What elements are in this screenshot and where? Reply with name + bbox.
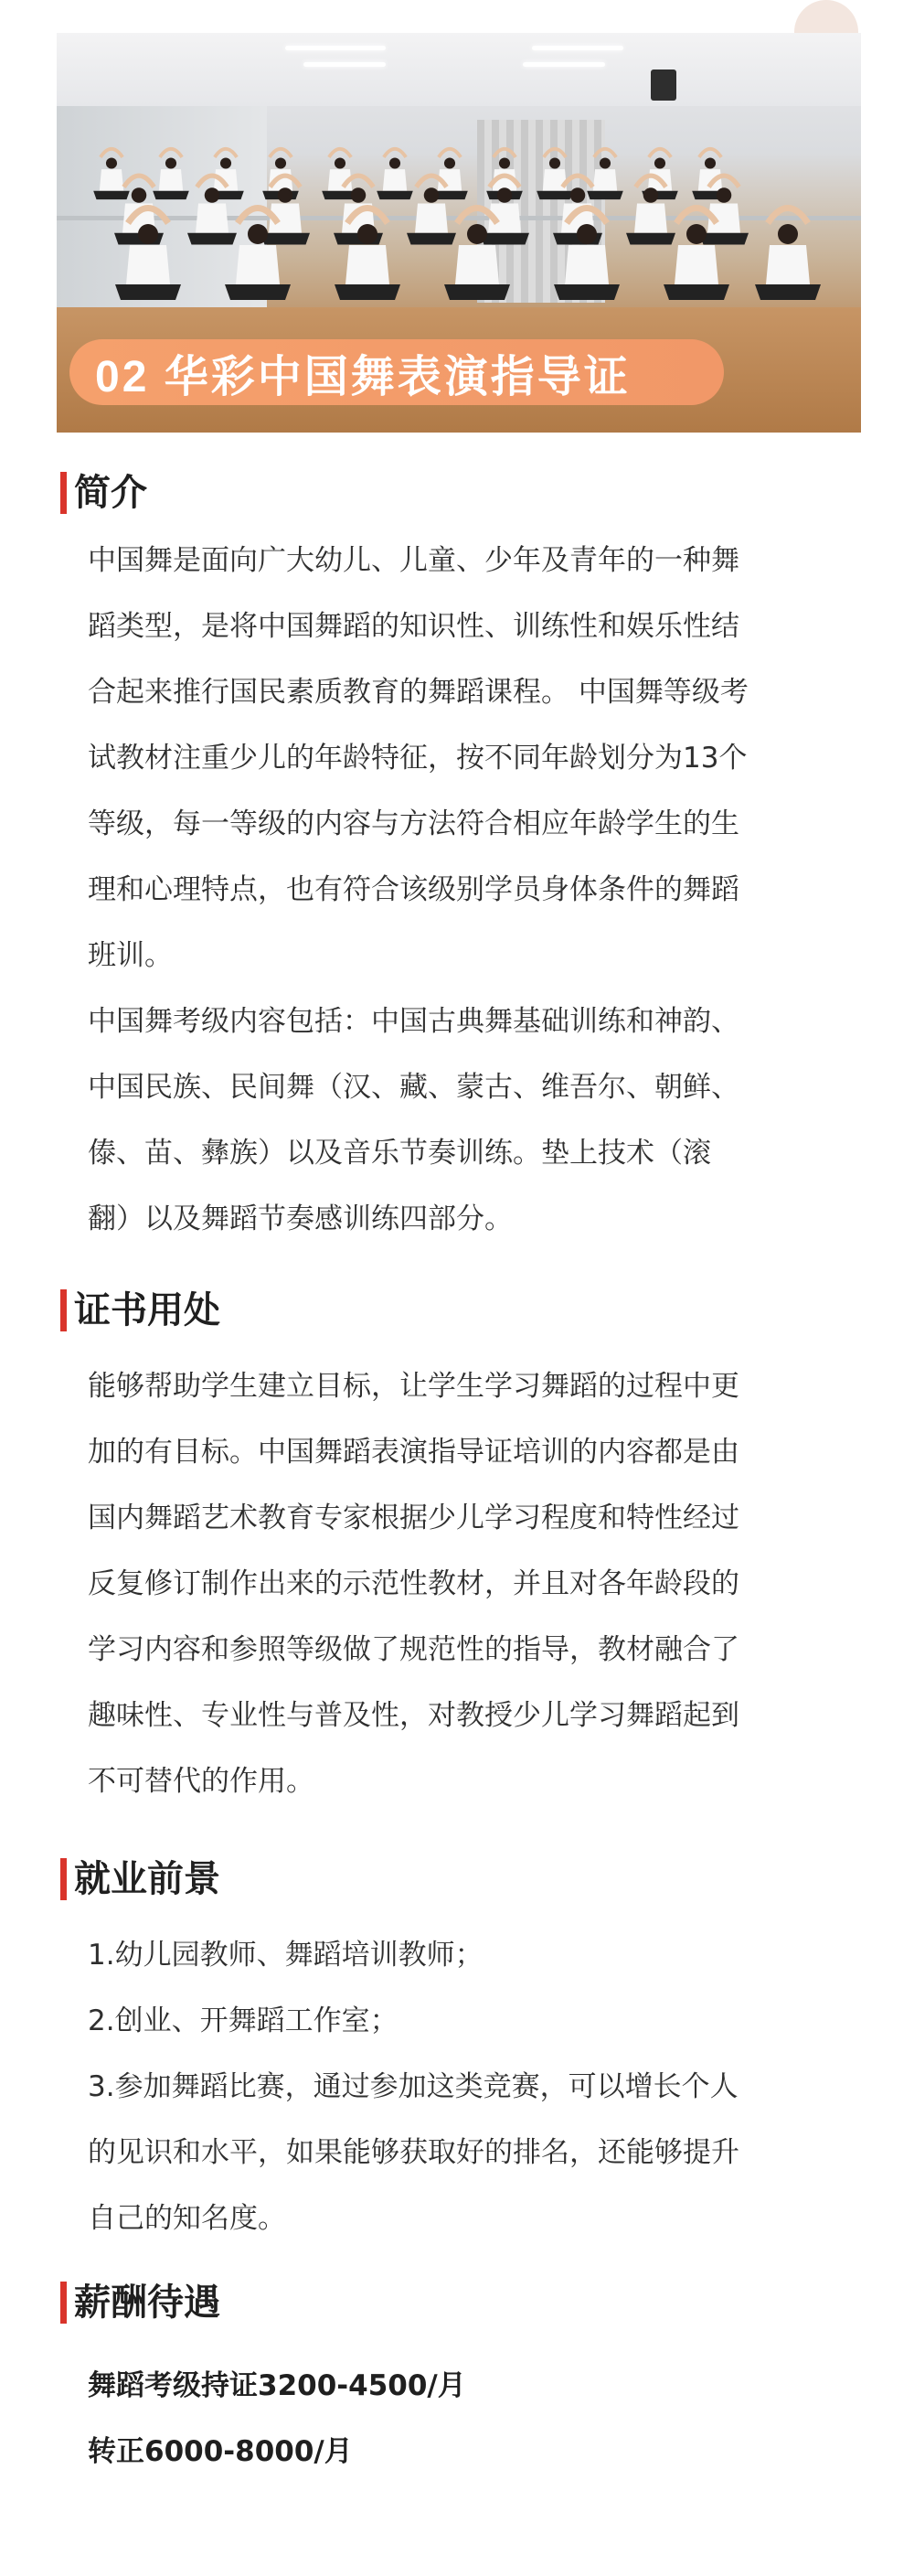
- section-career-body: [88, 1922, 863, 2251]
- dancer-figure: [377, 149, 413, 199]
- hero-image: [57, 33, 861, 433]
- text-line: 中国舞考级内容包括：中国古典舞基础训练和神韵、: [88, 1005, 739, 1038]
- text-line: 翻）以及舞蹈节奏感训练四部分。: [88, 1202, 513, 1235]
- text-line: 反复修订制作出来的示范性教材，并且对各年龄段的: [88, 1567, 739, 1600]
- text-line: 3.参加舞蹈比赛，通过参加这类竞赛，可以增长个人: [88, 2070, 739, 2103]
- text-line: 傣、苗、彝族）以及音乐节奏训练。垫上技术（滚: [88, 1137, 711, 1170]
- text-line: 中国舞是面向广大幼儿、儿童、少年及青年的一种舞: [88, 544, 739, 577]
- dancer-figure: [537, 149, 573, 199]
- hero-title: 02 华彩中国舞表演指导证: [95, 352, 631, 401]
- text-line: 不可替代的作用。: [88, 1765, 314, 1798]
- hero-title-banner: [69, 339, 724, 405]
- dancer-figure: [755, 208, 821, 301]
- dancer-figure: [93, 149, 130, 199]
- text-line: 加的有目标。中国舞蹈表演指导证培训的内容都是由: [88, 1436, 739, 1469]
- text-line: 1.幼儿园教师、舞蹈培训教师；: [88, 1939, 484, 1972]
- text-line: 等级，每一等级的内容与方法符合相应年龄学生的生: [88, 807, 739, 840]
- text-line: 学习内容和参照等级做了规范性的指导，教材融合了: [88, 1633, 739, 1666]
- text-line: 自己的知名度。: [88, 2202, 286, 2235]
- section-heading-certificate-use: 证书用处: [60, 1289, 220, 1331]
- text-line: 试教材注重少儿的年龄特征，按不同年龄划分为13个: [88, 742, 748, 775]
- section-heading-intro: 简介: [60, 472, 147, 514]
- section-heading-career: 就业前景: [60, 1858, 220, 1900]
- text-line: 中国民族、民间舞（汉、藏、蒙古、维吾尔、朝鲜、: [88, 1071, 739, 1104]
- text-line: 蹈类型，是将中国舞蹈的知识性、训练性和娱乐性结: [88, 610, 739, 643]
- text-line: 趣味性、专业性与普及性，对教授少儿学习舞蹈起到: [88, 1699, 739, 1732]
- text-line: 2.创业、开舞蹈工作室；: [88, 2004, 399, 2037]
- section-heading-salary: 薪酬待遇: [60, 2282, 220, 2324]
- section-certificate-use-body: [88, 1353, 863, 1814]
- text-line: 班训。: [88, 939, 173, 972]
- section-salary-body: [88, 2353, 863, 2485]
- text-line: 能够帮助学生建立目标，让学生学习舞蹈的过程中更: [88, 1370, 739, 1403]
- section-intro-body: [88, 528, 863, 1252]
- text-line: 理和心理特点，也有符合该级别学员身体条件的舞蹈: [88, 873, 739, 906]
- dancer-figure: [153, 149, 189, 199]
- salary-line: 转正6000-8000/月: [88, 2435, 353, 2468]
- dancer-figure: [587, 149, 623, 199]
- text-line: 合起来推行国民素质教育的舞蹈课程。 中国舞等级考: [88, 676, 749, 709]
- text-line: 国内舞蹈艺术教育专家根据少儿学习程度和特性经过: [88, 1502, 739, 1534]
- salary-line: 舞蹈考级持证3200-4500/月: [88, 2369, 466, 2402]
- text-line: 的见识和水平，如果能够获取好的排名，还能够提升: [88, 2136, 739, 2169]
